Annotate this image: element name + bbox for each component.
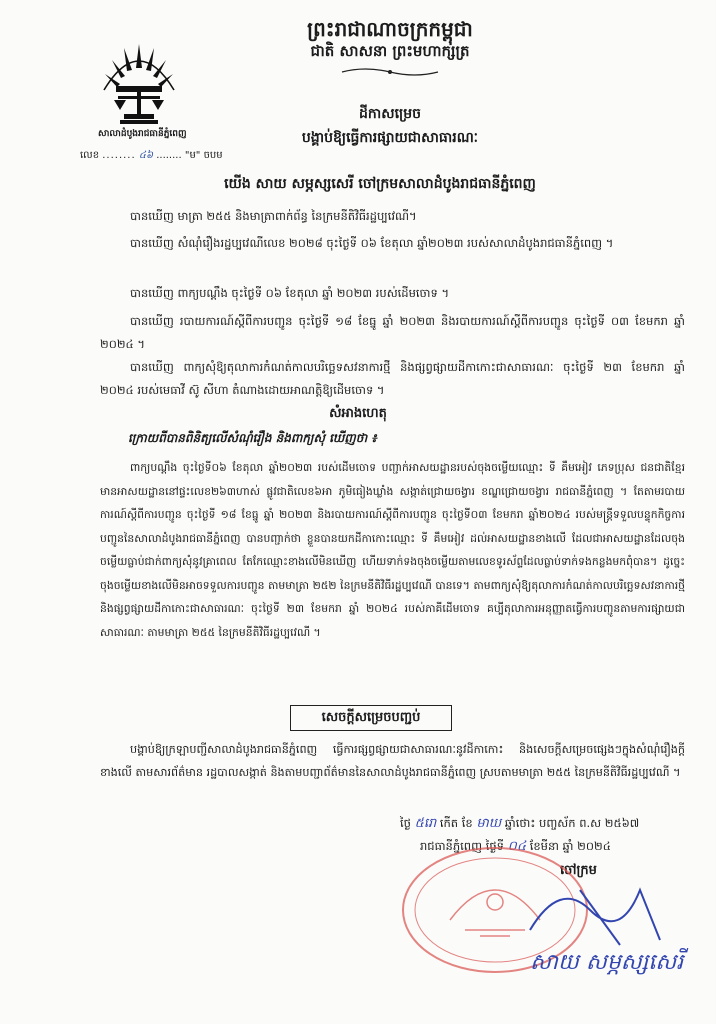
solar-day-handwritten: ០៤	[507, 839, 527, 854]
national-motto: ជាតិ សាសនា ព្រះមហាក្សត្រ	[310, 42, 470, 60]
document-number: លេខ ........ ៤៦ ........ "ម" ចបម	[80, 150, 223, 161]
consideration-4: បានឃើញ របាយការណ៍ស្តីពីការបញ្ជូន ចុះថ្ងៃទី ១៨ ខែធ្នូ ឆ្នាំ ២០២៣ និងរបាយការណ៍ស្តីពីការបញ្ជូន ចុះថ្ងៃទី ០៣ ខែមករា ឆ្នាំ ២០២៤ ។	[100, 314, 685, 351]
reasons-body: ពាក្យបណ្តឹង ចុះថ្ងៃទី០៦ ខែតុលា ឆ្នាំ២០២៣ របស់ដើមចោទ បញ្ជាក់អាសយដ្ឋានរបស់ចុងចម្លើយឈ្មោះ ទី គឹមអៀវ ភេទប្រុស ជនជាតិខ្មែរ មានអាសយដ្ឋាននៅផ្ទះលេខ២៦៣ហាស់ ផ្លូវជាតិលេខ៦អា ភូមិធៀងឃ្លាំង សង្កាត់ជ្រោយចង្វារ ខណ្ឌជ្រោយចង្វារ រាជធានីភ្នំពេញ ។ តែតាមរបាយការណ៍ស្តីពីការបញ្ជូន ចុះថ្ងៃទី ១៨ ខែធ្នូ ឆ្នាំ ២០២៣ និងរបាយការណ៍ស្តីពីការបញ្ជូន ចុះថ្ងៃទី០៣ ខែមករា ឆ្នាំ២០២៤ របស់មន្ត្រីទទួលបន្ទុកកិច្ចការបញ្ជូននៃសាលាដំបូងរាជធានីភ្នំពេញ បានបញ្ជាក់ថា ខ្លួនបានយកដីកាកោះឈ្មោះ ទី គឹមអៀវ ដល់អាសយដ្ឋានខាងលើ ដែលជាអាសយដ្ឋានដែលចុងចម្លើយធ្លាប់ជាក់ពាក្យសុំនូវគ្រាពេល តែកែឈ្មោះខាងលើមិនឃើញ ហើយទាក់ទងចុងចម្លើយតាមលេខទូរស័ព្ទដែលធ្លាប់ទាក់ទងកន្លងមកពុំបាន។ ដូច្នេះចុងចម្លើយខាងលើមិនអាចទទួលការបញ្ជូន តាមមាត្រា ២៥២ នៃក្រមនីតិវិធីរដ្ឋប្បវេណី បានទេ។ តាមពាក្យសុំឱ្យតុលាការកំណត់កាលបរិច្ឆេទសវនាការថ្មី និងផ្សព្វផ្សាយដីកាកោះជាសាធារណៈ ចុះថ្ងៃទី ២៣ ខែមករា ឆ្នាំ ២០២៤ របស់ភាគីដើមចោទ គប្បីតុលាការអនុញ្ញាតធ្វើការបញ្ជូនតាមការផ្សាយជាសាធារណៈ តាមមាត្រា ២៥៥ នៃក្រមនីតិវិធីរដ្ឋប្បវេណី ។	[100, 461, 685, 639]
lunar-day-handwritten: ៥រោ	[414, 816, 437, 831]
document-subtitle: បង្គាប់ឱ្យធ្វើការផ្សាយជាសាធារណៈ	[301, 130, 479, 146]
consideration-1: បានឃើញ មាត្រា ២៥៥ និងមាត្រាពាក់ព័ន្ធ នៃក្រមនីតិវិធីរដ្ឋប្បវេណី។	[130, 209, 417, 223]
consideration-5: បានឃើញ ពាក្យសុំឱ្យតុលាការកំណត់កាលបរិច្ឆេទសវនាការថ្មី និងផ្សព្វផ្សាយដីកាកោះជាសាធារណៈ ចុះថ្ងៃទី ២៣ ខែមករា ឆ្នាំ ២០២៤ របស់មេធាវី ស៊ូ សីហា តំណាងដោយអាណត្តិឱ្យដើមចោទ ។	[100, 360, 685, 397]
judge-role: ចៅក្រម	[560, 863, 597, 878]
solar-date: រាជធានីភ្នំពេញ ថ្ងៃទី ០៤ ខែមីនា ឆ្នាំ ២០២៤	[420, 839, 611, 854]
lunar-month-handwritten: មាឃ	[476, 816, 502, 831]
number-value: ៤៦	[138, 150, 154, 161]
number-label: លេខ	[80, 150, 100, 161]
signature-scribble	[520, 870, 670, 950]
lunar-date: ថ្ងៃ ៥រោ កើត ខែ មាឃ ឆ្នាំថោះ បញ្ចស័ក ព.ស ២៥៦៧	[400, 816, 640, 831]
decision-body: បង្គាប់ឱ្យក្រឡាបញ្ជីសាលាដំបូងរាជធានីភ្នំពេញ ធ្វើការផ្សព្វផ្សាយជាសាធារណៈនូវដីកាកោះ និងសេចក្តីសម្រេចផ្សេងៗក្នុងសំណុំរឿងក្តីខាងលើ តាមសារព័ត៌មាន រដ្ឋបាលសង្កាត់ និងតាមបញ្ជាព័ត៌មាននៃសាលាដំបូងរាជធានីភ្នំពេញ ស្របតាមមាត្រា ២៥៥ នៃក្រមនីតិវិធីរដ្ឋប្បវេណី ។	[100, 743, 685, 779]
reasons-intro: ក្រោយពីបានពិនិត្យលើសំណុំរឿង និងពាក្យសុំ ឃើញថា ៖	[128, 431, 377, 445]
document-type: ដីកាសម្រេច	[359, 106, 421, 122]
court-name: សាលាដំបូងរាជធានីភ្នំពេញ	[98, 129, 187, 139]
number-suffix: "ម" ចបម	[184, 150, 223, 161]
kingdom-title: ព្រះរាជាណាចក្រកម្ពុជា	[307, 17, 473, 41]
judge-signature-name: សាយ សម្ភស្សសេរី	[530, 950, 684, 975]
decision-heading: សេចក្តីសម្រេចបញ្ជប់	[290, 705, 452, 731]
judge-statement: យើង សាយ សម្ភស្សសេរី ចៅក្រមសាលាដំបូងរាជធានីភ្នំពេញ	[224, 176, 536, 192]
consideration-2: បានឃើញ សំណុំរឿងរដ្ឋប្បវេណីលេខ ២០២៨ ចុះថ្ងៃទី ០៦ ខែតុលា ឆ្នាំ២០២៣ របស់សាលាដំបូងរាជធានីភ្នំពេញ ។	[130, 236, 614, 250]
motto-ornament-icon	[340, 66, 440, 78]
consideration-3: បានឃើញ ពាក្យបណ្តឹង ចុះថ្ងៃទី ០៦ ខែតុលា ឆ្នាំ ២០២៣ របស់ដើមចោទ ។	[130, 286, 450, 300]
reasons-heading: សំអាងហេតុ	[329, 406, 387, 421]
court-emblem-icon	[96, 38, 182, 128]
